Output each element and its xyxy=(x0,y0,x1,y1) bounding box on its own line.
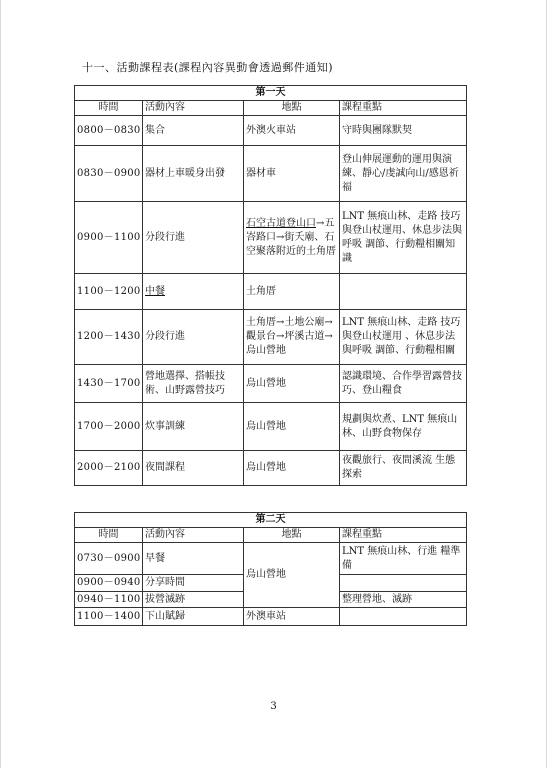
col-header-activity: 活動內容 xyxy=(143,101,244,116)
table-row xyxy=(75,365,467,403)
time-cell: 1100－1200 xyxy=(75,274,143,310)
table-row xyxy=(75,146,467,202)
col-header-time: 時間 xyxy=(75,528,143,543)
time-cell: 2000－2100 xyxy=(75,451,143,486)
focus-cell: 夜觀旅行、夜間溪流 生態探索 xyxy=(340,451,467,486)
table-row xyxy=(75,451,467,486)
location-cell: 烏山營地 xyxy=(244,451,340,486)
activity-cell: 分段行進 xyxy=(143,202,244,274)
day1-title: 第一天 xyxy=(75,86,467,101)
col-header-location: 地點 xyxy=(244,101,340,116)
time-cell: 1100－1400 xyxy=(75,608,143,626)
activity-cell xyxy=(143,274,244,310)
focus-cell: 規劃與炊煮、LNT 無痕山林、山野食物保存 xyxy=(340,403,467,451)
lunch-label: 中餐 xyxy=(145,285,165,297)
location-cell: 土角厝→土地公廟→觀景台→坪溪古道→烏山營地 xyxy=(244,310,340,365)
focus-cell: 認識環境、合作學習露營技巧、登山糧食 xyxy=(340,365,467,403)
table-row xyxy=(75,274,467,310)
focus-cell: LNT 無痕山林、行進 糧準備 xyxy=(340,543,467,575)
time-cell: 0730－0900 xyxy=(75,543,143,575)
day2-schedule-table xyxy=(74,512,467,626)
table-row xyxy=(75,543,467,575)
table-row xyxy=(75,403,467,451)
focus-cell: 登山伸展運動的運用與演練、靜心/虔誠向山/感恩祈福 xyxy=(340,146,467,202)
day2-title: 第二天 xyxy=(75,513,467,528)
location-cell: 土角厝 xyxy=(244,274,340,310)
location-cell: 外澳火車站 xyxy=(244,116,340,146)
location-cell: 器材車 xyxy=(244,146,340,202)
time-cell: 0830－0900 xyxy=(75,146,143,202)
focus-cell: 整理營地、滅跡 xyxy=(340,592,467,608)
time-cell: 1700－2000 xyxy=(75,403,143,451)
location-cell: 烏山營地 xyxy=(244,403,340,451)
page-number: 3 xyxy=(270,701,277,712)
time-cell: 1430－1700 xyxy=(75,365,143,403)
location-cell xyxy=(244,202,340,274)
focus-cell xyxy=(340,575,467,592)
location-cell: 烏山營地 xyxy=(244,543,340,608)
activity-cell: 營地選擇、搭帳技術、山野露營技巧 xyxy=(143,365,244,403)
table-row xyxy=(75,202,467,274)
focus-cell xyxy=(340,608,467,626)
activity-cell: 炊事訓練 xyxy=(143,403,244,451)
location-cell: 外澳車站 xyxy=(244,608,340,626)
activity-cell: 早餐 xyxy=(143,543,244,575)
col-header-activity: 活動內容 xyxy=(143,528,244,543)
col-header-focus: 課程重點 xyxy=(340,101,467,116)
table-row xyxy=(75,310,467,365)
focus-cell: LNT 無痕山林、走路 技巧與登山杖運用 、休息步法與呼吸 調節、行動糧相關 xyxy=(340,310,467,365)
focus-cell xyxy=(340,274,467,310)
route-text: →五峇路口→街夭廟、石空聚落附近的土角厝 xyxy=(246,217,336,257)
time-cell: 0900－1100 xyxy=(75,202,143,274)
section-heading: 十一、活動課程表(課程內容異動會透過郵件通知) xyxy=(82,61,334,74)
activity-cell: 下山賦歸 xyxy=(143,608,244,626)
activity-cell: 分享時間 xyxy=(143,575,244,592)
time-cell: 0800－0830 xyxy=(75,116,143,146)
trailhead-label: 石空古道登山口 xyxy=(246,217,316,229)
activity-cell: 分段行進 xyxy=(143,310,244,365)
activity-cell: 集合 xyxy=(143,116,244,146)
col-header-focus: 課程重點 xyxy=(340,528,467,543)
activity-cell: 器材上車暖身出發 xyxy=(143,146,244,202)
activity-cell: 夜間課程 xyxy=(143,451,244,486)
focus-cell: 守時與團隊默契 xyxy=(340,116,467,146)
col-header-time: 時間 xyxy=(75,101,143,116)
location-cell: 烏山營地 xyxy=(244,365,340,403)
time-cell: 1200－1430 xyxy=(75,310,143,365)
table-row xyxy=(75,608,467,626)
activity-cell: 拔營滅跡 xyxy=(143,592,244,608)
table-row xyxy=(75,116,467,146)
time-cell: 0900－0940 xyxy=(75,575,143,592)
col-header-location: 地點 xyxy=(244,528,340,543)
time-cell: 0940－1100 xyxy=(75,592,143,608)
day1-schedule-table xyxy=(74,85,467,486)
focus-cell: LNT 無痕山林、走路 技巧與登山杖運用、休息步法與呼吸 調節、行動糧相關知識 xyxy=(340,202,467,274)
